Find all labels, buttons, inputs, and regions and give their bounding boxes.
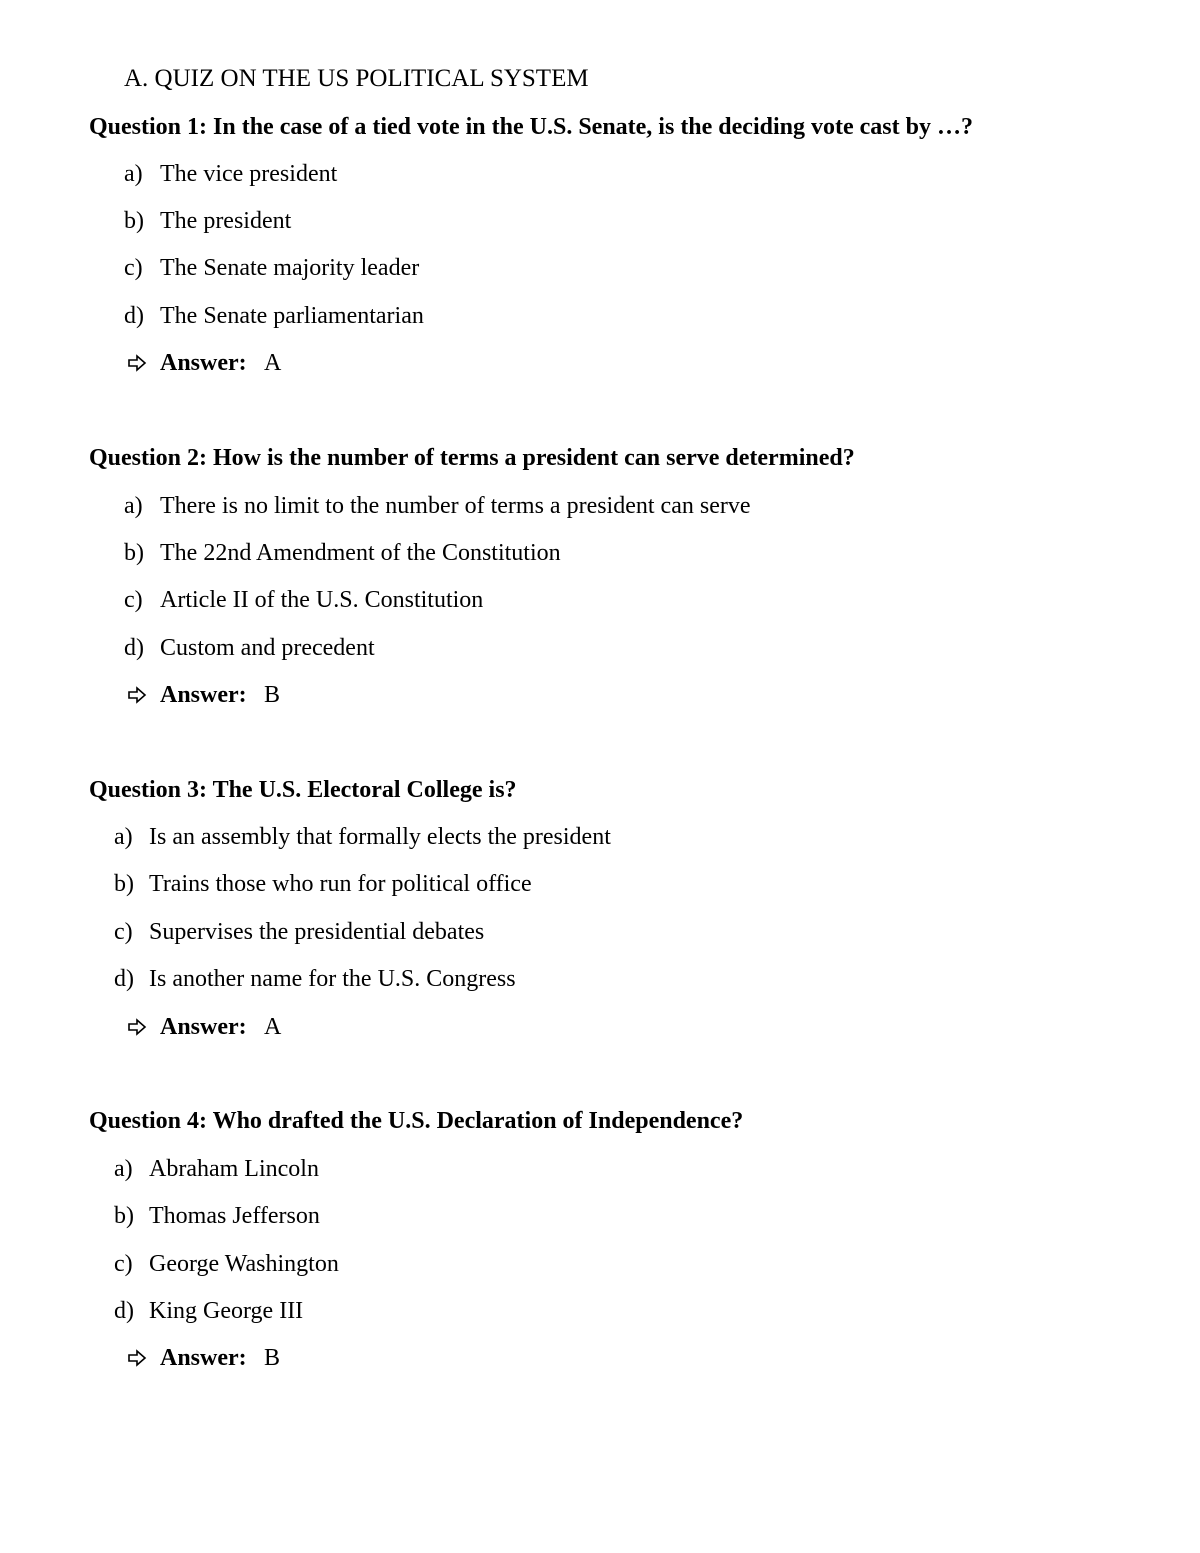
option-letter: d) [124, 303, 144, 329]
answer-label: Answer: [160, 682, 247, 708]
arrow-right-icon [127, 1017, 147, 1037]
option-letter: b) [114, 1203, 134, 1229]
answer-value: A [264, 1014, 282, 1040]
option-text: Supervises the presidential debates [149, 919, 485, 945]
option-text: The Senate parliamentarian [160, 303, 424, 329]
option-letter: b) [124, 208, 144, 234]
option-letter: b) [124, 540, 144, 566]
answer-value: B [264, 1345, 281, 1371]
question-1-prompt: Question 1: In the case of a tied vote in the U.S. Senate, is the deciding vote cast by …? [89, 114, 973, 140]
option-text: King George III [149, 1298, 304, 1324]
answer-label: Answer: [160, 350, 247, 376]
option-letter: a) [114, 1156, 133, 1182]
option-letter: c) [124, 255, 143, 281]
answer-label: Answer: [160, 1014, 247, 1040]
option-text: Is an assembly that formally elects the president [149, 824, 611, 850]
option-text: Trains those who run for political office [149, 871, 532, 897]
question-4-prompt: Question 4: Who drafted the U.S. Declaration of Independence? [89, 1108, 744, 1134]
arrow-right-icon [127, 353, 147, 373]
option-text: The president [160, 208, 292, 234]
option-text: The Senate majority leader [160, 255, 420, 281]
option-letter: a) [124, 161, 143, 187]
option-letter: a) [124, 493, 143, 519]
option-letter: d) [124, 635, 144, 661]
option-letter: b) [114, 871, 134, 897]
option-text: There is no limit to the number of terms a president can serve [160, 493, 751, 519]
option-text: Custom and precedent [160, 635, 375, 661]
arrow-right-icon [127, 685, 147, 705]
answer-value: A [264, 350, 282, 376]
option-text: Abraham Lincoln [149, 1156, 319, 1182]
section-title: A. QUIZ ON THE US POLITICAL SYSTEM [124, 65, 589, 92]
option-letter: d) [114, 966, 134, 992]
answer-value: B [264, 682, 281, 708]
option-letter: d) [114, 1298, 134, 1324]
option-letter: c) [124, 587, 143, 613]
option-text: The vice president [160, 161, 338, 187]
option-text: The 22nd Amendment of the Constitution [160, 540, 561, 566]
question-3-prompt: Question 3: The U.S. Electoral College is? [89, 777, 517, 803]
option-letter: a) [114, 824, 133, 850]
arrow-right-icon [127, 1348, 147, 1368]
option-letter: c) [114, 1251, 133, 1277]
option-text: George Washington [149, 1251, 339, 1277]
option-text: Is another name for the U.S. Congress [149, 966, 516, 992]
option-letter: c) [114, 919, 133, 945]
option-text: Thomas Jefferson [149, 1203, 320, 1229]
option-text: Article II of the U.S. Constitution [160, 587, 484, 613]
question-2-prompt: Question 2: How is the number of terms a president can serve determined? [89, 445, 855, 471]
answer-label: Answer: [160, 1345, 247, 1371]
